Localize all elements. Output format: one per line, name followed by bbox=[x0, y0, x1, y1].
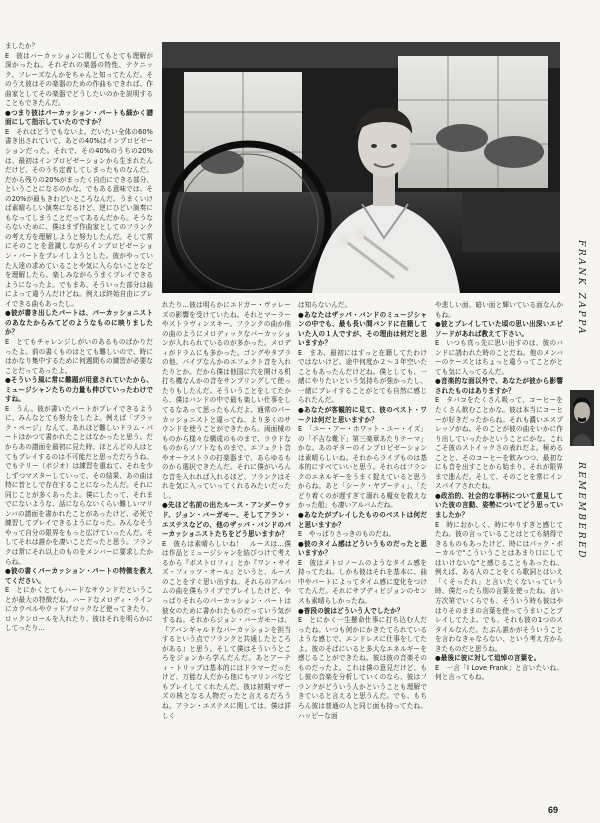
interview-answer: E 「ユー・アー・ホワット・ユー・イズ」の「不吉な靴下」第三楽章あたりテーマ」かな。あのギターのインプロビゼーションは素晴らしいね。それからライブものは基本的にすべていいと思う。それらはフランクのエネルギーをうまく捉えていると思うからね。あと「シーク・ヤブーティ」、「たどり着くのが遅すぎて溺れる魔女を救えなかった船」も凄いアルバムだね。 bbox=[298, 425, 427, 510]
interview-photo bbox=[162, 42, 560, 293]
interview-answer: E うん。彼が書いたパートがプレイできるように、みんなとても努力をしたよ。例えば「ブラック・ページ」なんて、あれほど難しいドラム・パートはかつて書かれたことはなかったと思う。だからあの譜面を最初に見た時、ほとんどの人はとてもプレイするのは不可能だと思っただろうね。でもテリー（ボジオ）は練習を重ねて、それを少しずつマスターしていって、その結果、あの曲は特に昔としで存在することになったんだ。それに同じことが多くあったよ。僕にしたって、それまでにないような、話にならないくらい難しいマリンバの譜面を書かれたことがあったけど、必死で練習してプレイできるようになった。みんなそうやって自分の限界をもっと広げていったんだ。そしてそれは誰かを凄いことだったと思う。フランクは常にそれ以上のものをメンバーに要求したからね。 bbox=[5, 404, 153, 566]
interview-answer: E タバコをたくさん吸って、コーヒーをたくさん飲むことかな。彼は本当にコーヒーが好きだったからね。それも濃いエスプレッソがね。そのことが彼の曲をいかに作り出していったかということにかな。これこそ彼のストイックさの表れだよ。極めることと、そのコーヒーを飲みつつ、最初なにも音を出すことから始まり、それが限界まで進んだ。そして、そのことを常にインスパイアされたね。 bbox=[435, 396, 563, 491]
interview-answer: E 一言「I Love Frank」と言いたいね。何と言ってもね。 bbox=[435, 663, 563, 682]
interview-question: ●あなたはザッパ・バンドのミュージシャンの中でも、最も長い間バンドに在籍していた人の１人ですが、その理由は何だと思いますか？ bbox=[298, 310, 427, 348]
interview-answer: E それはどうでもないよ。だいたい全体の60%書き出されていて、あとの40%はインプロビゼーションだった。それで、その40%のうちの20%は、最初はインプロビゼーションから生まれたんだけど、そのうち定着してしまったものなんだ。だから残りの20%がまったく自由にできる部分、ということになるのかな。でもある意味では、その20%が最もきわどいところなんだ。うまくいけば素晴らしい演奏になるけど、逆にひどい演奏にもなってしまうことだってあるんだから。そうならないために、僕はまず作曲家としてのフランクの考え方を理解しようと努力したんだ。そして常にそのことを意識しながらインプロビゼーション・パートをプレイしようとした。彼がやっていた人達の求めていることや気に入らないことなどを理解したら、楽しみながらうまくプレイできるようになったよ。でもまあ、そういった部分は曲によって違うんだけどね。例えば終始自由にプレイできる曲もあったし。 bbox=[5, 127, 153, 308]
interview-answer: E とにかくとてもハードなサウンドだということが最大の特徴だね。ハードなメロディ・ラインにカウベルやウッドブロックなど使ってきたり、ロックンロールを入れたり、彼はそれを明らかにしてったり… bbox=[5, 586, 153, 633]
interview-question: ●彼が書き出したパートは、パーカッショニストのあなたからみてどのようなものに映りましたか？ bbox=[5, 309, 153, 337]
interview-question: ●先ほど名前の出たルース・アンダーウッド、ジョン・バーガモー、そしてアラン・エステスなどの、他のザッパ・バンドのパーカッショニストたちをどう思いますか？ bbox=[162, 501, 291, 539]
interview-answer: E やっぱりさっきのものだね。 bbox=[298, 530, 396, 539]
interview-answer: E 彼はバーカッションに関してもとても理解が深かったね。それぞれの楽器の特性、テクニック、フレーズなんかをちゃんと知ってたんだ。そのうえ彼はその楽器のための作曲もできれば、作曲家としてその楽器でどうしたいのかを説明することもできたんだ。 bbox=[5, 51, 153, 108]
interview-answer: E まあ、最初にはすっと在籍してたわけではないけど、途中何度か２〜３年空いたこともあったんだけどね。僕としても、一緒にやりたいという気持ちが強かったし、一緒にプレイすることがとても自然に感じられたんだ。 bbox=[298, 348, 427, 405]
interview-answer: E とてもチャレンジしがいのあるものばかりだったよ。前の書くものはとても難しいので、時にはかなり集中するために何週間もの練習が必要なことだってあったよ。 bbox=[5, 337, 153, 375]
article-column-1 bbox=[5, 42, 153, 794]
article-column-4 bbox=[435, 301, 563, 794]
article-column-2 bbox=[162, 301, 291, 794]
interview-question: ●つまり彼はパーカッション・パートも細かく譜面にして指示していたのですか？ bbox=[5, 108, 153, 127]
series-title-top: FRANK ZAPPA bbox=[576, 240, 586, 337]
interview-answer: E いつも真っ先に思い出すのは、彼のバンドに誘われた時のことだね。他のメンバーのケースとはちょっと違うってことがとても気に入ってるんだ。 bbox=[435, 339, 563, 376]
interview-question: ●最後に彼に対して追悼の言葉を。 bbox=[435, 654, 541, 663]
series-title-bottom: REMEMBERED bbox=[576, 462, 586, 561]
series-title bbox=[568, 240, 596, 680]
interview-answer: や悲しい面、暗い面と輝いている面なんかもね。 bbox=[435, 301, 563, 319]
interview-question: ●彼の書くパーカッション・パートの特徴を教えてください。 bbox=[5, 567, 153, 585]
page-number: 69 bbox=[548, 805, 559, 815]
interview-question: ●彼のタイム感はどういうものだったと思いますか？ bbox=[298, 539, 427, 558]
interview-answer: れたり…彼は明らかにエドガー・ヴァレーズの影響を受けていたね。それとマーラーやストラヴィンスキー。フランクの曲か他の曲のようにメロディックなパーカッションが入れられているのが多かった。メロディがドラムにも多かった。ゴングやタブラの他、パイプなんかのエフェクト音を入れたりとか。だから僕は他国に穴を開ける机打ち機なんかの音をサンプリングして使ったりもしたんだ。そういうことをしてたから、僕はバンドの中で最も楽しい仕事をしてるなあって思ったもんだよ。通常のパーカッショニストと違ってね、より多くのサウンドを使うことができたから。両面械のものから様々な構成のものまで、ラウドなものからソフトなものまで、エフェクト音やオーケストラの打楽器まで、あらゆるものから選択できたんだ。それに僕がいろんな音を入れれば入れるほど、フランクはそれを気に入っていってくれるみたいだったし。 bbox=[162, 301, 291, 500]
interview-question: ●音楽的な面以外で、あなたが彼から影響されたものはありますか？ bbox=[435, 377, 563, 395]
interview-answer: E 彼らは素晴らしいね！ ルースは…僕は作品とミュージシャンを結びつけて考えるから『ポストロフィ』とか『ワン・サイズ・フィッツ・オール』というと、ルースのことをすぐ思い出すね。それらのアルバムの曲を僕もライブでプレイしたけど、やっぱりそれらのパーカッション・パートは彼女のために書かれたものだっていう気がするね。それからジョン・バーガモーは、『アバンギャルドなパーカッションを担当するという点でフランクと共通したところがある』と思う。そして僕はそういうところをジョンから学んだんだ。あとアーティ・トリップは基本的にはドラマーだったけど、万能な人だから他にもマリンバなどもプレイしてくれたんだ。彼は初期マザーズの核となる人物だったと言えるだろうね。アラン・エステスに関しては、僕は詳しく bbox=[162, 539, 291, 720]
zappa-portrait bbox=[570, 390, 594, 446]
interview-answer: E 時におかしく、時にやりすぎと感じてたね。彼の言っていることはとても納得できるものもあったけど、時にはパック・ボーカルで"こういうことはあまり口にしてはいけないな"と感じることもあったね。例えば、ある人のことをくら歌詞とはいえ「くそったれ」と言いたくないっていう時、僕だったら別の言葉を使ったね。言い方次第でいくらでも、そういう時も彼はやはりそのままの言葉を使ってうまいことプレイしてたよ。でも、それも彼の1つのスタイルなんだ。たぶん誰かがそういうことを言わなきゃならない、という考え方からきたものだと思うね。 bbox=[435, 520, 563, 653]
photo-illustration bbox=[162, 42, 560, 293]
interview-question: ●あなたが客観的に見て、彼のベスト・ワークは何だと思いますか？ bbox=[298, 406, 427, 424]
interview-question: ●普段の彼はどういう人でしたか？ bbox=[298, 606, 404, 615]
interview-answer: E 彼はメトロノームのようなタイム感を持ってたね。しかも彼はそれを基本に、曲中やパートによってタイム感に変化をつけてたんだ。それにサブディビジョンのセンスも素晴らしかったね。 bbox=[298, 558, 427, 605]
interview-answer: は知らないんだ。 bbox=[298, 301, 352, 309]
interview-question: ●あなたがプレイしたもののベストは何だと思いますか？ bbox=[298, 511, 427, 529]
interview-question: ●そういう風に常に難題が用意されていたから、ミュージシャンたちの力量も伸びていったわけですね。 bbox=[5, 376, 153, 404]
interview-answer: ましたか？ bbox=[5, 42, 39, 50]
interview-answer: E とにかく一生懸命仕事に打ち込む人だったね。いつも何かにかきたてられているような感じで、エンドレスに仕事をしてたよ。彼のそばにいると多大なエネルギーを感じることができたね。彼は彼の音楽そのものだったよ。これは僕の意見だけど、もし彼の音楽を分析していくのなら、彼はフランクがどういう人かということも理解できていると言えると思うんだ。でも、もちろん彼は普通の人と同じ面も持ってたね。ハッピーな面 bbox=[298, 616, 427, 720]
interview-question: ●彼とプレイしていた頃の思い出深いエピソードがあれば教えて下さい。 bbox=[435, 320, 563, 338]
interview-question: ●政治的、社会的な事柄について意見していた彼の言動、姿勢についてどう思っていましたか？ bbox=[435, 491, 563, 520]
article-column-3 bbox=[298, 301, 427, 794]
